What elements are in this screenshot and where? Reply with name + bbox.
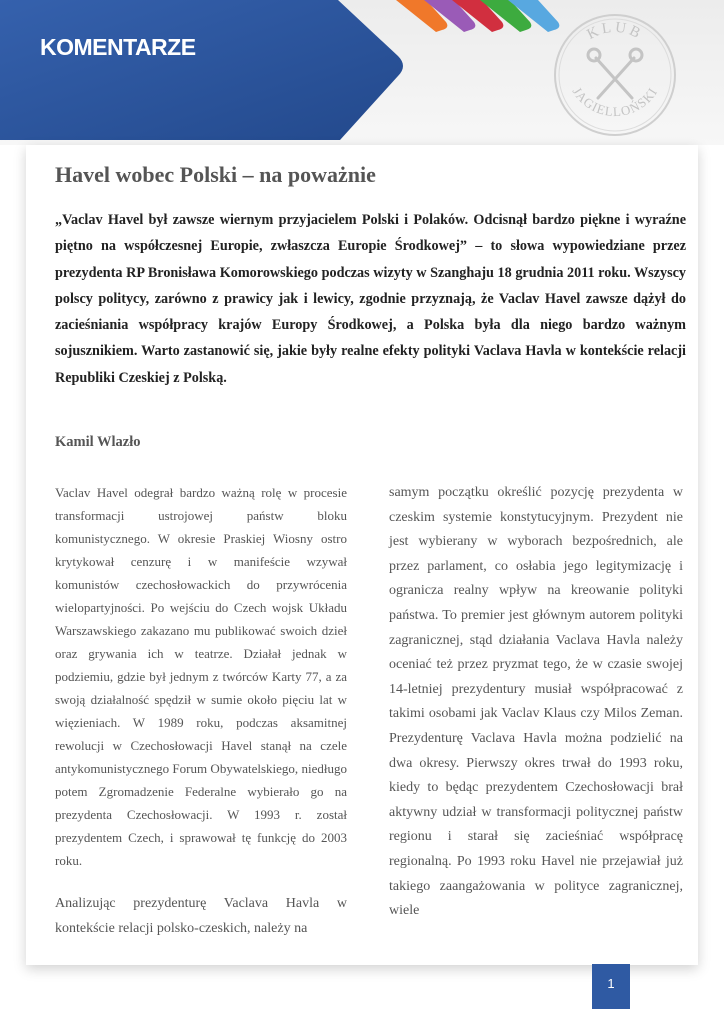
right-column: samym początku określić pozycję prezydenta w czeskim systemie konstytucyjnym. Prezydent nie jest wybierany w wyborach bezpośrednich, ale przez parlament, co osłabia jego legitymizację i ogranicza realny wpływ na kreowanie polityki państwa. To premier jest głównym autorem polityki zagranicznej, stąd działania Vaclava Havla należy oceniać też przez pryzmat tego, że w czasie swojej 14-letniej prezydentury musiał współpracować z takimi osobami jak Vaclav Klaus czy Milos Zeman. Prezydenturę Vaclava Havla można podzielić na dwa okresy. Pierwszy okres trwał do 1993 roku, kiedy to będąc prezydentem Czechosłowacji brał aktywny udział w transformacji politycznej państw regionu i starał się zacieśniać współpracę regionalną. Po 1993 roku Havel nie przejawiał już takiego zaangażowania w polityce zagranicznej, wiele (389, 485, 683, 919)
logo-text-top: KLUB (584, 19, 646, 44)
article-title: Havel wobec Polski – na poważnie (55, 162, 376, 187)
article-author: Kamil Wlazło (55, 434, 141, 450)
left-paragraph-1: Vaclav Havel odegrał bardzo ważną rolę w procesie transformacji ustrojowej państw bloku komunistycznego. W okresie Praskiej Wiosny ostro krytykował cenzurę i w manifeście wzywał komunistów czechosłowackich do przywrócenia wielopartyjności. Po wejściu do Czech wojsk Układu Warszawskiego zakazano mu publikować swoich dzieł oraz grywania ich w teatrze. Działał jednak w podziemiu, gdzie był jednym z twórców Karty 77, a za swoją działalność spędził w sumie około pięciu lat w więzieniach. W 1989 roku, podczas aksamitnej rewolucji w Czechosłowacji Havel stanął na czele antykomunistycznego Forum Obywatelskiego, niedługo potem Zgromadzenie Federalne wybierało go na prezydenta Czechosłowacji. W 1993 r. został prezydentem Czech, i sprawował tę funkcję do 2003 roku. (55, 485, 347, 868)
left-paragraph-2: Analizując prezydenturę Vaclava Havla w kontekście relacji polsko-czeskich, należy na (55, 896, 347, 936)
header-blue-banner (0, 0, 420, 140)
klub-jagiellonski-logo (552, 12, 678, 138)
crossed-scepters-icon (588, 49, 642, 98)
left-column (55, 481, 347, 941)
logo-text-bottom: JAGIELLOŃSKI (569, 84, 661, 120)
article-lead: „Vaclav Havel był zawsze wiernym przyjacielem Polski i Polaków. Odcisnął bardzo piękne i wyraźne piętno na współczesnej Europie, zwłaszcza Europie Środkowej” – to słowa wypowiedziane przez prezydenta RP Bronisława Komorowskiego podczas wizyty w Szanghaju 18 grudnia 2011 roku. Wszyscy polscy politycy, zarówno z prawicy jak i lewicy, zgodnie przyznają, że Vaclav Havel zawsze dążył do zacieśniania współpracy krajów Europy Środkowej, a Polska była dla niego bardzo ważnym sojusznikiem. Warto zastanowić się, jakie były realne efekty polityki Vaclava Havla w kontekście relacji Republiki Czeskiej z Polską. (55, 212, 686, 386)
page-number: 1 (607, 976, 615, 991)
color-ribbons-decoration (390, 0, 570, 40)
svg-text:JAGIELLOŃSKI (570, 84, 661, 119)
section-title: KOMENTARZE (40, 34, 196, 60)
